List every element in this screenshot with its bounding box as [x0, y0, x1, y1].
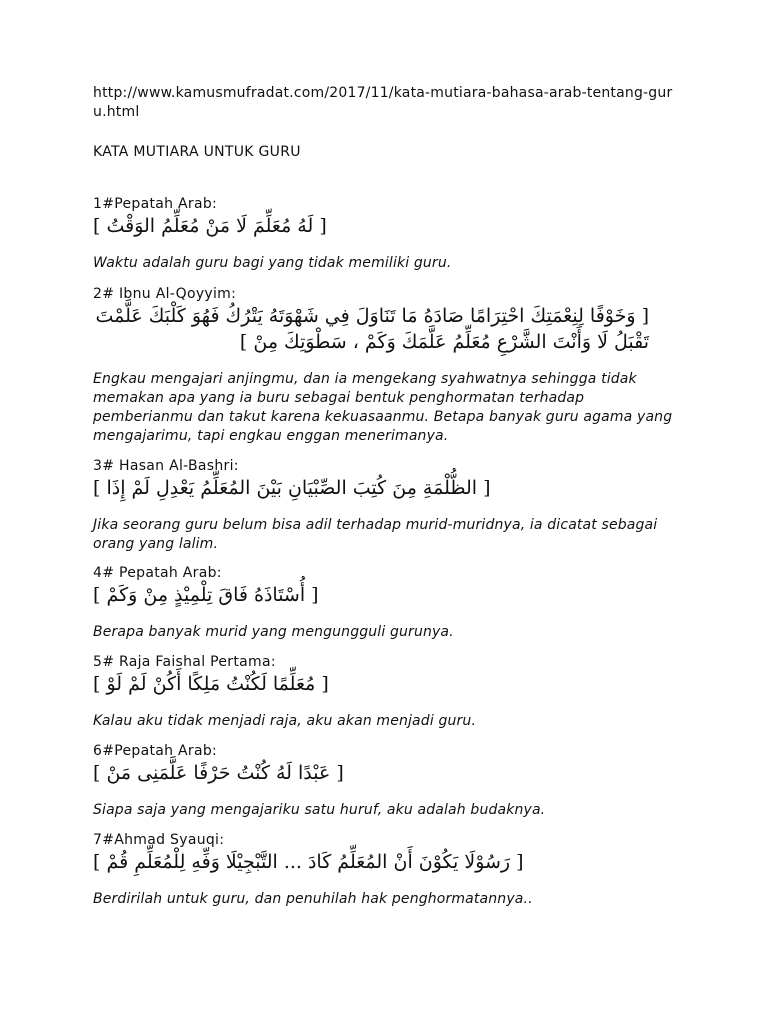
- quote-translation: Siapa saja yang mengajariku satu huruf, aku adalah budaknya.: [93, 802, 546, 818]
- quote-arabic-text: [ وَخَوْفًا لِنِعْمَتِكَ احْتِرَامًا صَادَهُ مَا تَنَاوَلَ فِي شَهْوَتَهُ يَتْرُكُ فَهُوَ كَلْبَكَ عَلَّمْتَ تَقْبَلُ لَا وَأَنْتَ الشَّرْعِ مُعَلِّمُ عَلَّمَكَ وَكَمْ ، سَطْوَتِكَ مِنْ ]: [95, 305, 649, 353]
- quote-arabic-text: [ الظُّلْمَةِ مِنَ كُتِبَ الصِّبْيَانِ بَيْنَ المُعَلِّمُ يَعْدِلِ لَمْ إِذَا ]: [93, 477, 491, 499]
- quote-translation: Waktu adalah guru bagi yang tidak memiliki guru.: [93, 255, 452, 271]
- source-url[interactable]: http://www.kamusmufradat.com/2017/11/kata-mutiara-bahasa-arab-tentang-guru.html: [93, 85, 673, 120]
- quote-list: [93, 196, 673, 909]
- quote-translation: Berdirilah untuk guru, dan penuhilah hak penghormatannya..: [93, 891, 533, 907]
- quote-source-label: 2# Ibnu Al-Qoyyim:: [93, 286, 237, 302]
- quote-translation: Jika seorang guru belum bisa adil terhadap murid-muridnya, ia dicatat sebagai orang yang lalim.: [93, 517, 658, 552]
- quote-item: [93, 565, 673, 642]
- quote-item: [93, 832, 673, 909]
- quote-arabic-text: [ مُعَلِّمًا لَكُنْتُ مَلِكًا أَكُنْ لَمْ لَوْ ]: [93, 673, 329, 695]
- document-title: KATA MUTIARA UNTUK GURU: [93, 144, 301, 160]
- quote-source-label: 3# Hasan Al-Bashri:: [93, 458, 239, 474]
- quote-item: [93, 458, 673, 554]
- quote-item: [93, 286, 673, 446]
- quote-item: [93, 654, 673, 731]
- quote-source-label: 6#Pepatah Arab:: [93, 743, 218, 759]
- quote-arabic-text: [ أُسْتَاذَهُ فَاقَ تِلْمِيْذٍ مِنْ وَكَمْ ]: [93, 584, 319, 606]
- quote-translation: Engkau mengajari anjingmu, dan ia mengekang syahwatnya sehingga tidak memakan apa yang ia buru sebagai bentuk penghormatan terhadap pemberianmu dan takut karena kekuasaanmu. Betapa banyak guru agama yang mengajarimu, tapi engkau enggan menerimanya.: [93, 371, 673, 444]
- quote-translation: Kalau aku tidak menjadi raja, aku akan menjadi guru.: [93, 713, 477, 729]
- quote-source-label: 1#Pepatah Arab:: [93, 196, 218, 212]
- document-page: [93, 84, 673, 909]
- quote-item: [93, 196, 673, 273]
- quote-translation: Berapa banyak murid yang mengungguli gurunya.: [93, 624, 454, 640]
- quote-arabic-text: [ لَهُ مُعَلِّمَ لَا مَنْ مُعَلِّمُ الوَقْتُ ]: [93, 215, 327, 237]
- quote-source-label: 5# Raja Faishal Pertama:: [93, 654, 276, 670]
- quote-source-label: 7#Ahmad Syauqi:: [93, 832, 225, 848]
- quote-arabic-text: [ رَسُوْلَا يَكُوْنَ أَنْ المُعَلِّمُ كَادَ ... التَّبْجِيْلَا وَفِّهِ لِلْمُعَلِّمِ قُمْ ]: [93, 851, 524, 873]
- quote-item: [93, 743, 673, 820]
- quote-arabic-text: [ عَبْدًا لَهُ كُنْتُ حَرْفًا عَلَّمَنِى مَنْ ]: [93, 762, 344, 784]
- quote-source-label: 4# Pepatah Arab:: [93, 565, 222, 581]
